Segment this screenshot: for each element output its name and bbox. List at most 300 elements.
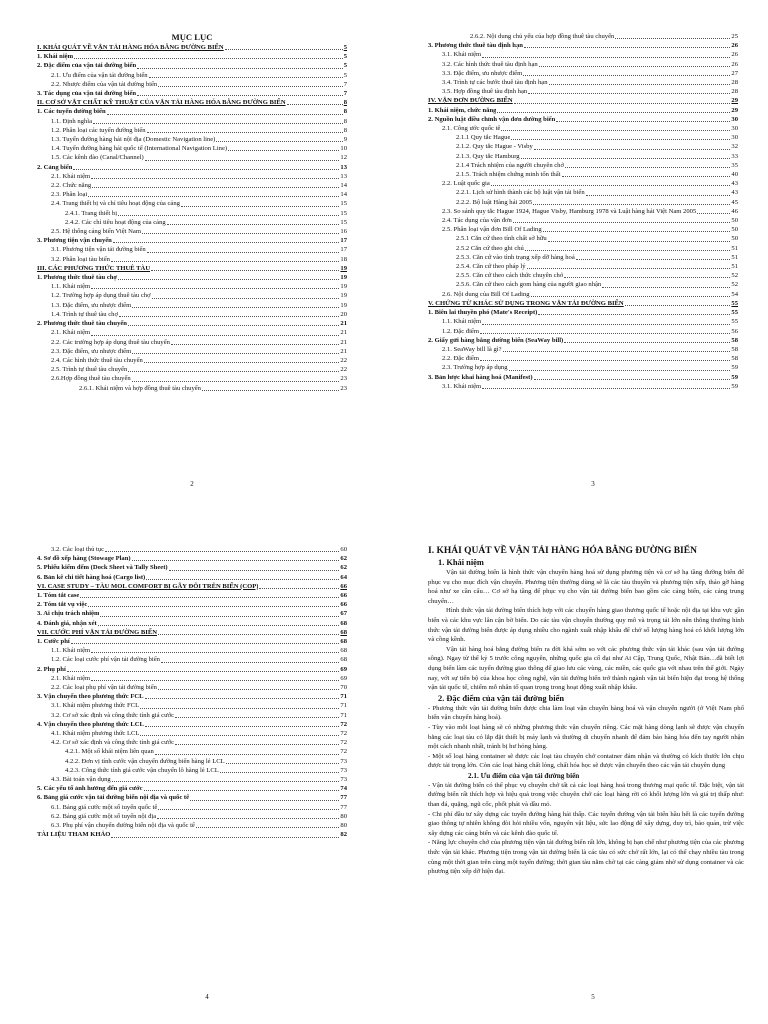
toc-entry[interactable] bbox=[428, 142, 738, 151]
toc-entry-text: 1.2. Trường hợp áp dụng thuê tàu chợ bbox=[51, 292, 151, 300]
toc-entry[interactable] bbox=[37, 573, 347, 582]
toc-entry[interactable] bbox=[428, 308, 738, 317]
toc-entry[interactable] bbox=[37, 71, 347, 80]
toc-entry-page: 8 bbox=[343, 99, 347, 107]
toc-entry[interactable] bbox=[428, 363, 738, 372]
dot-leader bbox=[480, 360, 730, 361]
toc-entry[interactable] bbox=[428, 188, 738, 197]
toc-entry-page: 20 bbox=[340, 310, 347, 318]
toc-entry-text: 2. Nguồn luật điều chỉnh vận đơn đường biển bbox=[428, 115, 556, 123]
toc-entry[interactable] bbox=[428, 60, 738, 69]
toc-entry-text: 1. Tóm tắt case bbox=[37, 592, 80, 600]
toc-entry[interactable] bbox=[37, 830, 347, 839]
toc-entry[interactable] bbox=[37, 803, 347, 812]
dot-leader bbox=[80, 597, 339, 598]
toc-entry-text: 3. Bản lược khai hàng hoá (Manifest) bbox=[428, 373, 533, 381]
toc-entry-page: 32 bbox=[731, 143, 738, 151]
dot-leader bbox=[158, 809, 339, 810]
dot-leader bbox=[128, 371, 339, 372]
toc-entry-page: 51 bbox=[731, 253, 738, 261]
dot-leader bbox=[548, 241, 731, 242]
dot-leader bbox=[142, 233, 339, 234]
toc-entry[interactable] bbox=[37, 273, 347, 282]
toc-entry[interactable] bbox=[37, 245, 347, 254]
toc-entry[interactable] bbox=[37, 609, 347, 618]
dot-leader bbox=[576, 259, 731, 260]
toc-entry[interactable] bbox=[37, 107, 347, 116]
toc-entry[interactable] bbox=[428, 115, 738, 124]
toc-entry-text: 2.1. Khái niệm bbox=[51, 172, 91, 180]
toc-entry-text: 2.4. Trang thiết bị và chỉ tiêu hoạt động của cảng bbox=[51, 200, 180, 208]
toc-entry-page: 14 bbox=[340, 182, 347, 190]
dot-leader bbox=[111, 837, 339, 838]
toc-entry[interactable] bbox=[37, 701, 347, 710]
toc-entry-text: 2.5. Hệ thống cảng biển Việt Nam bbox=[51, 228, 141, 236]
toc-entry[interactable] bbox=[428, 244, 738, 253]
dot-leader bbox=[562, 176, 731, 177]
paragraph: - Năng lực chuyên chở của phương tiện vận tải đường biển rất lớn, không bị hạn chế như phương tiện của các phương thức vận tải khác. Phương tiện trong vận tải đường biển là các tàu có sức chở rất lớn, lại có thể chạy nhiều tàu trong cùng một thời gian trên cùng một tuyến đường; thời gian tàu nằm chờ tại các cảng giảm nhờ sử dụng container và các phương tiện xếp dỡ hiện đại. bbox=[428, 839, 744, 876]
dot-leader bbox=[113, 242, 340, 243]
toc-entry[interactable] bbox=[37, 209, 347, 218]
toc-entry[interactable] bbox=[37, 637, 347, 646]
toc-entry[interactable] bbox=[37, 374, 347, 383]
toc-entry-page: 8 bbox=[343, 117, 347, 125]
toc-entry-page: 72 bbox=[340, 739, 347, 747]
toc-entry-page: 68 bbox=[340, 619, 347, 627]
toc-entry[interactable] bbox=[37, 812, 347, 821]
toc-entry-text: 6. Bản kê chi tiết hàng hoá (Cargo list) bbox=[37, 573, 146, 581]
toc-entry[interactable] bbox=[37, 319, 347, 328]
toc-entry[interactable] bbox=[428, 262, 738, 271]
toc-entry-text: 1. Phương thức thuê tàu chợ bbox=[37, 274, 118, 282]
toc-entry-page: 19 bbox=[340, 274, 347, 282]
toc-entry[interactable] bbox=[37, 236, 347, 245]
toc-entry-page: 25 bbox=[731, 33, 738, 40]
toc-entry[interactable] bbox=[37, 365, 347, 374]
toc-entry-text: 4.2. Cơ sở xác định và công thức tính giá cước bbox=[51, 739, 175, 747]
toc-entry[interactable] bbox=[37, 545, 347, 554]
dot-leader bbox=[111, 261, 339, 262]
toc-entry-page: 72 bbox=[340, 720, 347, 728]
dot-leader bbox=[525, 250, 731, 251]
toc-entry[interactable] bbox=[428, 179, 738, 188]
toc-entry[interactable] bbox=[37, 628, 347, 637]
toc-entry[interactable] bbox=[428, 124, 738, 133]
toc-entry[interactable] bbox=[428, 152, 738, 161]
toc-entry-page: 77 bbox=[340, 803, 347, 811]
toc-entry-page: 21 bbox=[340, 338, 347, 346]
toc-entry-text: 1.2. Đặc điểm bbox=[442, 327, 479, 335]
toc-entry-page: 71 bbox=[340, 693, 347, 701]
toc-entry[interactable] bbox=[428, 198, 738, 207]
dot-leader bbox=[157, 818, 339, 819]
toc-entry[interactable] bbox=[37, 784, 347, 793]
toc-entry[interactable] bbox=[37, 766, 347, 775]
toc-title: MỤC LỤC bbox=[171, 32, 213, 42]
dot-leader bbox=[132, 381, 340, 382]
toc-entry-page: 35 bbox=[731, 161, 738, 169]
toc-entry-text: 5. Phiếu kiểm đếm (Dock Sheet và Tally Sheet) bbox=[37, 564, 168, 572]
toc-entry-text: 3.2. Phân loại tàu biển bbox=[51, 255, 110, 263]
toc-entry-page: 5 bbox=[343, 44, 347, 51]
dot-leader bbox=[539, 66, 731, 67]
dot-leader bbox=[71, 643, 340, 644]
toc-entry-page: 56 bbox=[731, 327, 738, 335]
toc-entry-page: 73 bbox=[340, 757, 347, 765]
toc-entry-text: 1.4. Trình tự thuê tàu chợ bbox=[51, 310, 118, 318]
toc-entry[interactable] bbox=[37, 301, 347, 310]
toc-entry[interactable] bbox=[428, 32, 738, 41]
toc-entry[interactable] bbox=[37, 264, 347, 273]
toc-entry-text: 2.2.2. Bộ luật Hàng hải 2005 bbox=[456, 198, 533, 206]
toc-entry-text: 2.4. Tác dụng của vận đơn bbox=[442, 217, 512, 225]
dot-leader bbox=[144, 790, 340, 791]
dot-leader bbox=[88, 196, 339, 197]
dot-leader bbox=[697, 213, 730, 214]
toc-entry[interactable] bbox=[37, 80, 347, 89]
toc-entry[interactable] bbox=[428, 354, 738, 363]
dot-leader bbox=[565, 167, 730, 168]
toc-entry-page: 21 bbox=[340, 320, 347, 328]
dot-leader bbox=[531, 296, 731, 297]
toc-entry[interactable] bbox=[37, 255, 347, 264]
toc-entry-text: 1.5. Các kênh đào (Canal/Channel) bbox=[51, 154, 144, 162]
dot-leader bbox=[140, 708, 339, 709]
toc-entry-page: 66 bbox=[340, 592, 347, 600]
toc-entry[interactable] bbox=[37, 747, 347, 756]
toc-entry-page: 72 bbox=[340, 748, 347, 756]
toc-entry-text: 2.1. SeaWay bill là gì? bbox=[442, 345, 502, 353]
toc-entry-page: 5 bbox=[343, 53, 347, 61]
toc-entry-page: 58 bbox=[731, 336, 738, 344]
toc-entry-page: 10 bbox=[340, 145, 347, 153]
toc-entry-page: 18 bbox=[340, 255, 347, 263]
toc-entry[interactable] bbox=[37, 674, 347, 683]
toc-entry-text: 2. Phụ phí bbox=[37, 665, 66, 673]
toc-entry-page: 66 bbox=[340, 601, 347, 609]
toc-entry-text: 3. Phương thức thuê tàu định hạn bbox=[428, 42, 523, 50]
toc-entry[interactable] bbox=[37, 43, 347, 52]
paragraph: Vận tải hàng hoá bằng đường biển ra đời khá sớm so với các phương thức vận tải khác (sau vận tải đường sông). Ngay từ thế kỷ 5 trước công nguyên, những quốc gia cổ đại như Ai Cập, Trung Quốc, Nhật Bản…đã biết lợi dụng biển làm các tuyến đường giao thông để giao lưu các vùng, các miền, các quốc gia với nhau trên thế giới. Ngày nay, với sự tiến bộ của khoa học công nghệ, vận tải đường biển trở thành ngành vận tải biển hiện đại trong hệ thống vận tải quốc tế, chiếm mỗ nhân tố quan trọng trong hoạt động xuất nhập khẩu. bbox=[428, 645, 744, 692]
dot-leader bbox=[521, 158, 731, 159]
toc-entry-page: 15 bbox=[340, 218, 347, 226]
toc-entry-page: 27 bbox=[731, 69, 738, 77]
dot-leader bbox=[161, 662, 339, 663]
dot-leader bbox=[98, 625, 340, 626]
toc-entry[interactable] bbox=[428, 373, 738, 382]
toc-entry[interactable] bbox=[428, 106, 738, 115]
toc-entry[interactable] bbox=[37, 98, 347, 107]
dot-leader bbox=[91, 680, 339, 681]
dot-leader bbox=[147, 252, 340, 253]
toc-entry-text: 1.2. Phân loại các tuyến đường biển bbox=[51, 126, 146, 134]
toc-entry[interactable] bbox=[37, 683, 347, 692]
dot-leader bbox=[527, 268, 731, 269]
toc-entry[interactable] bbox=[428, 327, 738, 336]
toc-entry[interactable] bbox=[37, 692, 347, 701]
toc-entry[interactable] bbox=[37, 190, 347, 199]
page-number: 2 bbox=[190, 480, 194, 488]
toc-entry-page: 71 bbox=[340, 702, 347, 710]
dot-leader bbox=[523, 75, 730, 76]
dot-leader bbox=[137, 68, 343, 69]
toc-entry-text: 2.1. Khái niệm bbox=[51, 674, 91, 682]
toc-entry[interactable] bbox=[428, 133, 738, 142]
dot-leader bbox=[175, 744, 339, 745]
toc-entry-page: 67 bbox=[340, 610, 347, 618]
toc-entry[interactable] bbox=[37, 554, 347, 563]
toc-entry-text: 1. Khái niệm, chức năng bbox=[428, 106, 497, 114]
toc-entry-page: 19 bbox=[340, 301, 347, 309]
toc-entry-text: 2.5.1 Căn cứ theo tính chất sở hữu bbox=[456, 235, 547, 243]
toc-entry-text: 2.3. Đặc điểm, ưu nhược điểm bbox=[51, 347, 132, 355]
toc-entry[interactable] bbox=[428, 345, 738, 354]
toc-entry[interactable] bbox=[37, 738, 347, 747]
toc-entry[interactable] bbox=[428, 253, 738, 262]
toc-entry-page: 30 bbox=[731, 115, 738, 123]
toc-entry-text: 1.2. Các loại cước phí vận tải đường biển bbox=[51, 656, 160, 664]
dot-leader bbox=[175, 717, 339, 718]
toc-entry-text: 3.2. Cơ sở xác định và công thức tính giá cước bbox=[51, 711, 175, 719]
dot-leader bbox=[564, 342, 730, 343]
toc-entry-page: 51 bbox=[731, 263, 738, 271]
toc-entry[interactable] bbox=[37, 757, 347, 766]
dot-leader bbox=[514, 103, 731, 104]
toc-entry-text: 3.1. Khái niệm bbox=[442, 382, 482, 390]
toc-entry-page: 70 bbox=[340, 684, 347, 692]
toc-entry-text: 2.1. Ưu điểm của vận tải đường biển bbox=[51, 71, 148, 79]
toc-entry[interactable] bbox=[428, 96, 738, 105]
dot-leader bbox=[528, 93, 730, 94]
toc-entry-text: 1. Các tuyến đường biển bbox=[37, 108, 106, 116]
toc-entry-page: 30 bbox=[731, 134, 738, 142]
dot-leader bbox=[147, 132, 343, 133]
toc-entry-page: 54 bbox=[731, 290, 738, 298]
section-heading: I. KHÁI QUÁT VỀ VẬN TẢI HÀNG HÓA BẰNG ĐƯỜNG BIỂN bbox=[428, 546, 697, 556]
dot-leader bbox=[145, 698, 340, 699]
toc-entry-page: 16 bbox=[340, 228, 347, 236]
toc-entry-page: 59 bbox=[731, 382, 738, 390]
dot-leader bbox=[132, 353, 339, 354]
dot-leader bbox=[482, 57, 730, 58]
dot-leader bbox=[152, 298, 340, 299]
toc-entry[interactable] bbox=[37, 153, 347, 162]
toc-entry-text: 1.3. Tuyến đường hàng hải nội địa (Domestic Navigation line) bbox=[51, 136, 216, 144]
toc-entry[interactable] bbox=[37, 126, 347, 135]
dot-leader bbox=[137, 95, 343, 96]
toc-entry-page: 55 bbox=[731, 299, 738, 307]
dot-leader bbox=[497, 112, 730, 113]
toc-entry[interactable] bbox=[37, 144, 347, 153]
toc-entry[interactable] bbox=[428, 170, 738, 179]
toc-entry-text: 2.1.3. Quy tắc Hamburg bbox=[456, 152, 520, 160]
toc-entry[interactable] bbox=[37, 600, 347, 609]
dot-leader bbox=[501, 130, 730, 131]
toc-entry-page: 8 bbox=[343, 108, 347, 116]
dot-leader bbox=[228, 150, 339, 151]
toc-entry[interactable] bbox=[37, 328, 347, 337]
dot-leader bbox=[491, 185, 731, 186]
toc-entry-text: 1.3. Đặc điểm, ưu nhược điểm bbox=[51, 301, 132, 309]
toc-entry[interactable] bbox=[428, 78, 738, 87]
toc-entry[interactable] bbox=[37, 775, 347, 784]
toc-entry-text: 2.5.4. Căn cứ theo pháp lý bbox=[456, 263, 526, 271]
toc-entry[interactable] bbox=[37, 227, 347, 236]
subsection-heading: 1. Khái niệm bbox=[438, 558, 484, 567]
dot-leader bbox=[169, 570, 340, 571]
toc-entry[interactable] bbox=[428, 290, 738, 299]
toc-entry-text: 3.1. Khái niệm bbox=[442, 51, 482, 59]
toc-entry-text: 2.4.1. Trang thiết bị bbox=[65, 209, 118, 217]
dot-leader bbox=[105, 551, 339, 552]
toc-entry-text: 2.5. Trình tự thuê tàu chuyến bbox=[51, 366, 128, 374]
toc-entry[interactable] bbox=[428, 69, 738, 78]
toc-entry[interactable] bbox=[428, 382, 738, 391]
toc-entry[interactable] bbox=[37, 821, 347, 830]
toc-entry[interactable] bbox=[37, 646, 347, 655]
toc-entry[interactable] bbox=[428, 41, 738, 50]
toc-entry-text: VII. CƯỚC PHÍ VẬN TẢI ĐƯỜNG BIỂN bbox=[37, 628, 157, 636]
toc-entry-page: 28 bbox=[731, 88, 738, 96]
toc-entry-page: 80 bbox=[340, 822, 347, 830]
toc-entry-text: 4. Vận chuyển theo phương thức LCL bbox=[37, 720, 144, 728]
toc-list bbox=[37, 43, 347, 393]
toc-page-3 bbox=[428, 32, 738, 391]
toc-entry-text: 2.5. Phân loại vận đơn Bill Of Lading bbox=[442, 226, 542, 234]
toc-entry-text: VI. CASE STUDY – TÀU MOL COMFORT BỊ GÃY ĐÔI TRÊN BIỂN (COP) bbox=[37, 582, 259, 590]
toc-entry[interactable] bbox=[37, 729, 347, 738]
dot-leader bbox=[144, 362, 340, 363]
toc-entry-page: 50 bbox=[731, 226, 738, 234]
toc-entry-text: 2.1.2. Quy tắc Hague - Visby bbox=[456, 143, 533, 151]
toc-entry-page: 19 bbox=[340, 264, 347, 272]
toc-entry[interactable] bbox=[37, 711, 347, 720]
subsection-heading: 2. Đặc điểm của vận tải đường biển bbox=[438, 693, 564, 703]
toc-entry[interactable] bbox=[428, 225, 738, 234]
toc-list bbox=[428, 32, 738, 391]
dot-leader bbox=[615, 38, 730, 39]
toc-entry[interactable] bbox=[428, 317, 738, 326]
toc-entry[interactable] bbox=[37, 117, 347, 126]
toc-entry[interactable] bbox=[37, 720, 347, 729]
toc-entry[interactable] bbox=[37, 384, 347, 393]
toc-entry[interactable] bbox=[37, 338, 347, 347]
toc-entry-page: 43 bbox=[731, 180, 738, 188]
dot-leader bbox=[586, 195, 731, 196]
toc-entry[interactable] bbox=[428, 87, 738, 96]
toc-entry-text: 2.6.1. Khái niệm và hợp đồng thuê tàu chuyến bbox=[79, 384, 201, 392]
toc-entry-page: 43 bbox=[731, 189, 738, 197]
toc-entry[interactable] bbox=[428, 207, 738, 216]
toc-entry[interactable] bbox=[37, 163, 347, 172]
toc-entry[interactable] bbox=[37, 181, 347, 190]
toc-entry[interactable] bbox=[37, 347, 347, 356]
toc-entry[interactable] bbox=[37, 52, 347, 61]
toc-entry-page: 7 bbox=[343, 90, 347, 98]
toc-entry-text: 2.3. Trường hợp áp dụng bbox=[442, 364, 508, 372]
dot-leader bbox=[92, 187, 339, 188]
toc-entry[interactable] bbox=[37, 793, 347, 802]
dot-leader bbox=[74, 58, 343, 59]
toc-entry[interactable] bbox=[428, 280, 738, 289]
dot-leader bbox=[158, 86, 342, 87]
toc-entry[interactable] bbox=[37, 591, 347, 600]
content-page-5 bbox=[428, 545, 744, 877]
toc-entry-text: 2.3. Phân loại bbox=[51, 191, 88, 199]
toc-list bbox=[37, 545, 347, 840]
dot-leader bbox=[533, 204, 730, 205]
toc-entry[interactable] bbox=[428, 216, 738, 225]
dot-leader bbox=[167, 224, 340, 225]
toc-entry[interactable] bbox=[37, 89, 347, 98]
toc-entry-text: 3.3. Đặc điểm, ưu nhược điểm bbox=[442, 69, 523, 77]
dot-leader bbox=[549, 84, 731, 85]
toc-entry[interactable] bbox=[428, 234, 738, 243]
toc-entry-page: 14 bbox=[340, 191, 347, 199]
toc-entry-text: 6.2. Bảng giá cước một số tuyến nội địa bbox=[51, 812, 157, 820]
toc-entry-text: I. KHÁI QUÁT VỀ VẬN TẢI HÀNG HÓA BẰNG ĐƯỜNG BIỂN bbox=[37, 44, 224, 51]
toc-entry-text: 1. Biên lai thuyền phó (Mate's Receipt) bbox=[428, 309, 538, 317]
toc-entry-page: 9 bbox=[343, 136, 347, 144]
toc-entry-text: 6.3. Phụ phí vận chuyển đường biển nội địa và quốc tế bbox=[51, 822, 195, 830]
toc-entry-text: 2.1.4 Trách nhiệm của người chuyên chở bbox=[456, 161, 564, 169]
toc-entry[interactable] bbox=[37, 218, 347, 227]
toc-entry[interactable] bbox=[428, 161, 738, 170]
dot-leader bbox=[132, 307, 339, 308]
page-number: 4 bbox=[205, 993, 209, 1001]
toc-entry[interactable] bbox=[37, 356, 347, 365]
toc-entry[interactable] bbox=[37, 172, 347, 181]
toc-entry-text: III. CÁC PHƯƠNG THỨC THUÊ TÀU bbox=[37, 264, 151, 272]
dot-leader bbox=[556, 121, 730, 122]
toc-entry[interactable] bbox=[37, 619, 347, 628]
toc-entry[interactable] bbox=[428, 271, 738, 280]
toc-entry[interactable] bbox=[37, 563, 347, 572]
toc-entry-page: 50 bbox=[731, 217, 738, 225]
toc-entry[interactable] bbox=[37, 310, 347, 319]
toc-entry[interactable] bbox=[37, 61, 347, 70]
toc-entry-page: 19 bbox=[340, 283, 347, 291]
toc-entry-text: 3.1. Phương tiện vận tải đường biển bbox=[51, 246, 146, 254]
toc-entry-page: 13 bbox=[340, 163, 347, 171]
toc-entry-text: 2.4.2. Các chỉ tiêu hoạt động của cảng bbox=[65, 218, 166, 226]
toc-entry[interactable] bbox=[428, 50, 738, 59]
toc-entry[interactable] bbox=[37, 282, 347, 291]
toc-entry[interactable] bbox=[37, 135, 347, 144]
dot-leader bbox=[181, 206, 339, 207]
toc-entry-text: 3.2. Các loại thủ tục bbox=[51, 546, 105, 553]
toc-entry[interactable] bbox=[37, 199, 347, 208]
paragraph: Hình thức vận tải đường biển thích hợp với các chuyến hàng giao thương quốc tế hoặc nội địa tại khu vực gần biển và các khu vực lân cận bờ biển. Do các tàu vận chuyển thường quy mô và trọng tải lớn nên thông thường hình thức vận tải đường biển được áp dụng nhiều cho ngành xuất nhập khẩu để chở số lượng hàng hoá có khối lượng lớn và cồng kềnh. bbox=[428, 607, 744, 644]
toc-entry-page: 30 bbox=[731, 125, 738, 133]
toc-entry[interactable] bbox=[428, 336, 738, 345]
toc-entry[interactable] bbox=[37, 665, 347, 674]
dot-leader bbox=[534, 149, 731, 150]
toc-entry-text: 2.2. Nhược điểm của vận tải đường biển bbox=[51, 80, 158, 88]
toc-entry-page: 59 bbox=[731, 364, 738, 372]
dot-leader bbox=[287, 104, 343, 105]
toc-entry-text: 2.1. Khái niệm bbox=[51, 329, 91, 337]
toc-entry[interactable] bbox=[37, 291, 347, 300]
toc-entry[interactable] bbox=[428, 299, 738, 308]
toc-entry[interactable] bbox=[37, 655, 347, 664]
toc-entry-text: TÀI LIỆU THAM KHẢO bbox=[37, 831, 111, 839]
toc-entry[interactable] bbox=[37, 582, 347, 591]
dot-leader bbox=[513, 222, 731, 223]
toc-entry-page: 12 bbox=[340, 154, 347, 162]
paragraph: - Một số loại hàng container sẽ được các loại tàu chuyên chở container đảm nhận và thường có kích thước lớn chịu được tải trọng lớn. Còn các loại hàng chất lỏng, chất hóa học sẽ được vận chuyển theo các vận tải chuyên dụng bbox=[428, 752, 744, 770]
toc-entry-text: 2.2. Các trường hợp áp dụng thuê tàu chuyến bbox=[51, 338, 170, 346]
